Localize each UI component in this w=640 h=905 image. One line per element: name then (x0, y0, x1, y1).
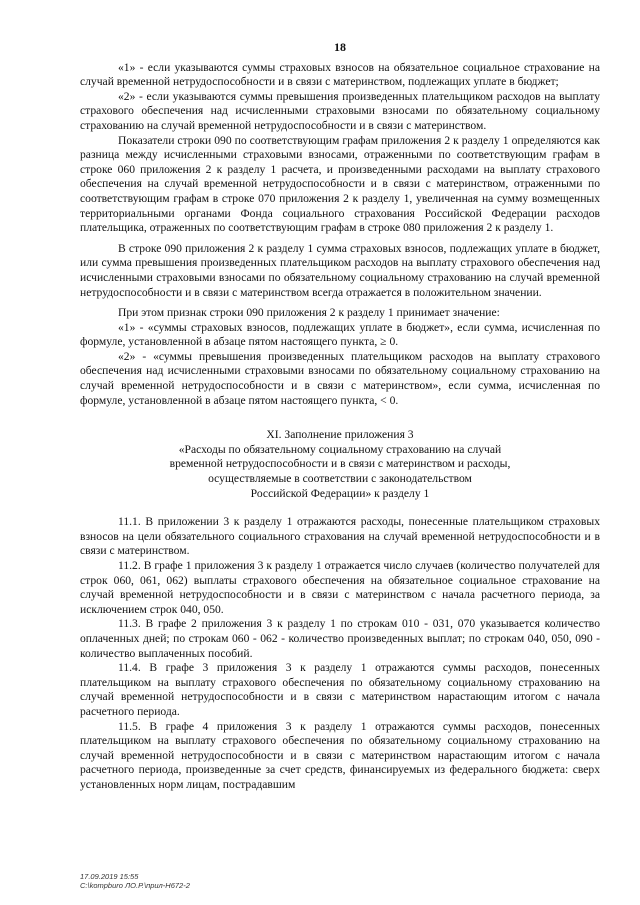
heading-line-5: Российской Федерации» к разделу 1 (250, 486, 430, 500)
paragraph-11-4: 11.4. В графе 3 приложения 3 к разделу 1 отражаются суммы расходов, понесенных плательщиком на выплату страхового обеспечения по обязательному социальному страхованию на случай временной нетрудоспособности и в связи с материнством нарастающим итогом с начала расчетного периода. (80, 661, 600, 718)
footer-date: 17.09.2019 15:55 (80, 872, 139, 881)
heading-line-4: осуществляемые в соответствии с законодательством (208, 472, 472, 486)
paragraph-11-5: 11.5. В графе 4 приложения 3 к разделу 1 отражаются суммы расходов, понесенных плательщиком на выплату страхового обеспечения по обязательному социальному страхованию на случай временной нетрудоспособности и в связи с материнством нарастающим итогом с начала расчетного периода, произведенные за счет средств, финансируемых из федерального бюджета: сверх установленных норм лицам, пострадавшим (80, 719, 600, 791)
heading-line-3: временной нетрудоспособности и в связи с материнством и расходы, (169, 457, 511, 471)
heading-line-1: XI. Заполнение приложения 3 (266, 428, 414, 442)
paragraph-code-2: «2» - если указываются суммы превышения произведенных плательщиком расходов на выплату страхового обеспечения над исчисленными страховыми взносами по обязательному социальному страхованию на случай временной нетрудоспособности и в связи с материнством. (80, 89, 600, 132)
paragraph-11-1: 11.1. В приложении 3 к разделу 1 отражаются расходы, понесенные плательщиком страховых взносов на цели обязательного социального страхования на случай временной нетрудоспособности и в связи с материнством. (80, 515, 600, 558)
paragraph-sign-intro: При этом признак строки 090 приложения 2 к разделу 1 принимает значение: (118, 306, 500, 320)
paragraph-code-1: «1» - если указываются суммы страховых взносов на обязательное социальное страхование на случай временной нетрудоспособности и в связи с материнством, подлежащих уплате в бюджет; (80, 60, 600, 89)
section-heading (80, 428, 600, 501)
page-footer (80, 872, 190, 890)
footer-file-path: C:\kompburo ЛО.Р.\прил-Н672-2 (80, 881, 190, 890)
heading-line-2: «Расходы по обязательному социальному страхованию на случай (178, 442, 502, 456)
paragraph-sign-1: «1» - «суммы страховых взносов, подлежащих уплате в бюджет», если сумма, исчисленная по формуле, установленной в абзаце пятом настоящего пункта, ≥ 0. (80, 320, 600, 349)
paragraph-11-3: 11.3. В графе 2 приложения 3 к разделу 1 по строкам 010 - 031, 070 указывается количество оплаченных дней; по строкам 060 - 062 - количество произведенных выплат; по строкам 040, 050, 090 - количество выплаченных пособий. (80, 617, 600, 660)
paragraph-11-2: 11.2. В графе 1 приложения 3 к разделу 1 отражается число случаев (количество получателей для строк 060, 061, 062) выплаты страхового обеспечения на обязательное социальное страхование на случай временной нетрудоспособности и в связи с материнством с начала расчетного периода, за исключением строк 040, 050. (80, 559, 600, 616)
paragraph-line-090: Показатели строки 090 по соответствующим графам приложения 2 к разделу 1 определяются как разница между исчисленными страховыми взносами, отраженными по соответствующим графам в строке 060 приложения 2 к разделу 1 расчета, и произведенными расходами на выплату страхового обеспечения на случай временной нетрудоспособности и в связи с материнством, отраженными по соответствующим графам в строке 070 приложения 2 к разделу 1, увеличенная на сумму возмещенных территориальными органами Фонда социального страхования Российской Федерации расходов плательщика, отраженных по соответствующим графам в строке 080 приложения 2 к разделу 1. (80, 133, 600, 235)
paragraph-line-090-positive: В строке 090 приложения 2 к разделу 1 сумма страховых взносов, подлежащих уплате в бюджет, или сумма превышения произведенных плательщиком расходов на выплату страхового обеспечения над исчисленными страховыми взносами по обязательному социальному страхованию на случай временной нетрудоспособности и в связи с материнством всегда отражается в положительном значении. (80, 241, 600, 299)
paragraph-sign-2: «2» - «суммы превышения произведенных плательщиком расходов на выплату страхового обеспечения над исчисленными страховыми взносами по обязательному социальному страхованию на случай временной нетрудоспособности и в связи с материнством», если сумма, исчисленная по формуле, установленной в абзаце пятом настоящего пункта, < 0. (80, 349, 600, 407)
page-number: 18 (334, 40, 346, 54)
